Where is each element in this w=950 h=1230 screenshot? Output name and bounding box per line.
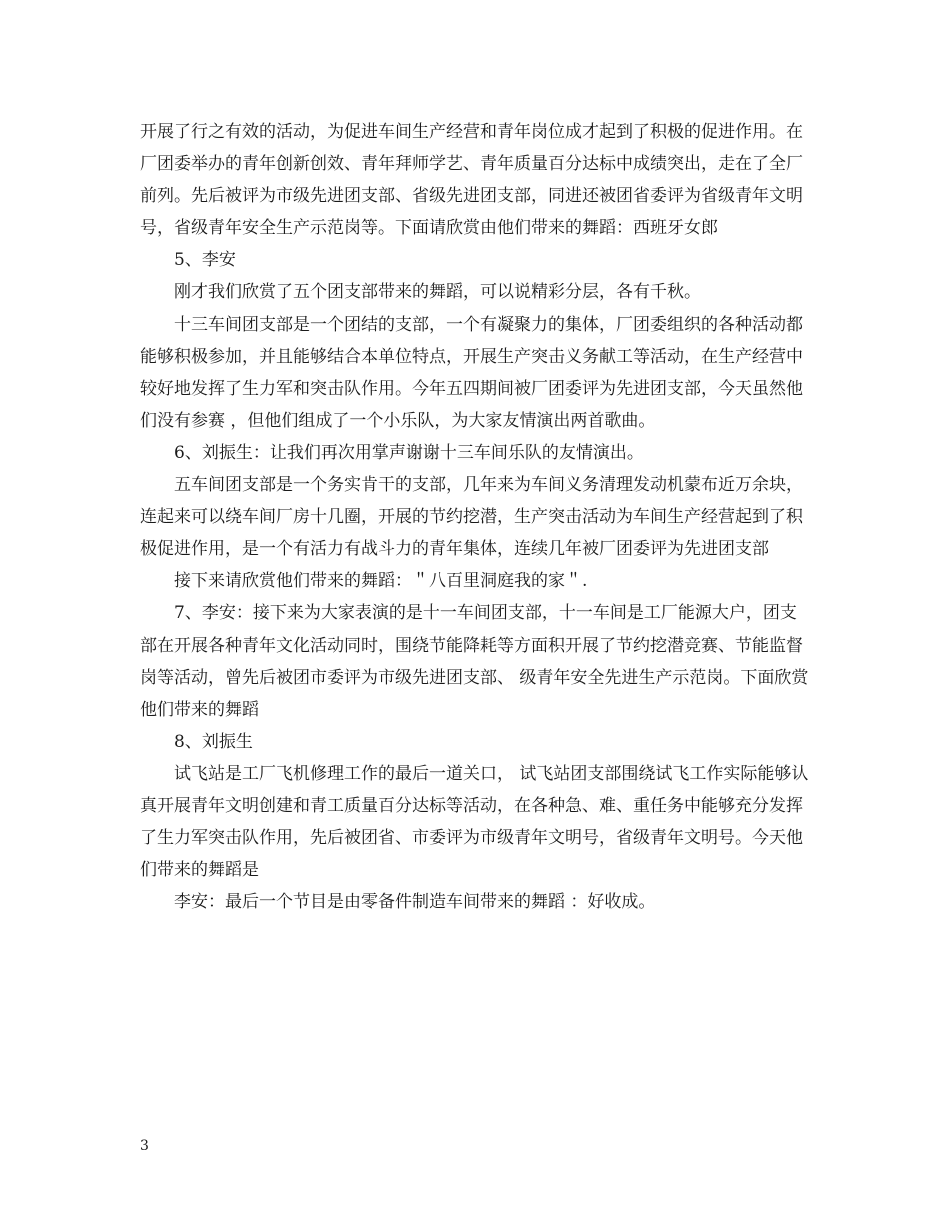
paragraph-7: 接下来请欣赏他们带来的舞蹈：＂八百里洞庭我的家＂. [174,571,588,592]
paragraph-8: 7、李安：接下来为大家表演的是十一车间团支部，十一车间是工厂能源大户，团支部在开展各种青年文化活动同时，围绕节能降耗等方面积开展了节约挖潜竞赛、节能监督岗等活动，曾先后被团市委评为市级先进团支部、 级青年安全先进生产示范岗。下面欣赏他们带来的舞蹈 [140,603,809,720]
paragraph-2: 5、李安 [174,250,236,271]
document-body [140,116,812,918]
page-number: 3 [140,1138,149,1154]
paragraph-5: 6、刘振生：让我们再次用掌声谢谢十三车间乐队的友情演出。 [174,442,644,463]
paragraph-10: 试飞站是工厂飞机修理工作的最后一道关口， 试飞站团支部围绕试飞工作实际能够认真开展青年文明创建和青工质量百分达标等活动，在各种急、难、重任务中能够充分发挥了生力军突击队作用，先后被团省、市委评为市级青年文明号，省级青年文明号。今天他们带来的舞蹈是 [140,763,809,881]
paragraph-6: 五车间团支部是一个务实肯干的支部，几年来为车间义务清理发动机蒙布近万余块，连起来可以绕车间厂房十几圈，开展的节约挖潜，生产突击活动为车间生产经营起到了积极促进作用，是一个有活力有战斗力的青年集体，连续几年被厂团委评为先进团支部 [140,475,803,560]
paragraph-1: 开展了行之有效的活动，为促进车间生产经营和青年岗位成才起到了积极的促进作用。在厂团委举办的青年创新创效、青年拜师学艺、青年质量百分达标中成绩突出，走在了全厂前列。先后被评为市级先进团支部、省级先进团支部，同进还被团省委评为省级青年文明号，省级青年安全生产示范岗等。下面请欣赏由他们带来的舞蹈：西班牙女郎 [140,122,803,239]
paragraph-3: 刚才我们欣赏了五个团支部带来的舞蹈，可以说精彩分层，各有千秋。 [174,282,701,303]
paragraph-4: 十三车间团支部是一个团结的支部，一个有凝聚力的集体，厂团委组织的各种活动都能够积极参加，并且能够结合本单位特点，开展生产突击义务献工等活动，在生产经营中较好地发挥了生力军和突击队作用。今年五四期间被厂团委评为先进团支部，今天虽然他们没有参赛 ，但他们组成了一个小乐队，为大家友情演出两首歌曲。 [140,314,803,431]
paragraph-11: 李安：最后一个节目是由零备件制造车间带来的舞蹈 ：好收成。 [174,892,656,913]
paragraph-9: 8、刘振生 [174,731,253,752]
